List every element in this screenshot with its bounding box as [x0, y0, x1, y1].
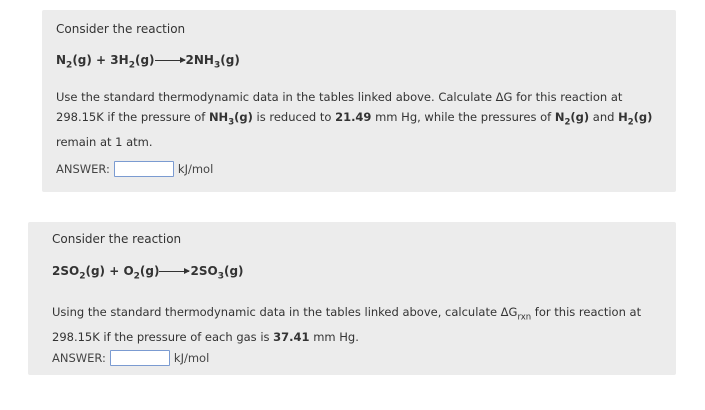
answer-input-2[interactable]	[110, 350, 170, 366]
reaction-arrow-icon	[159, 271, 189, 272]
answer-row-1	[56, 161, 213, 177]
answer-row-2	[52, 350, 209, 366]
question-2-intro: Consider the reaction	[52, 232, 182, 246]
unit-label-2: kJ/mol	[173, 351, 210, 365]
answer-input-1[interactable]	[114, 161, 174, 177]
question-1-intro: Consider the reaction	[56, 22, 186, 36]
reaction-equation-1: $N_2(g) + 3H_2(g)$ $2NH_3(g)$	[56, 53, 240, 71]
pressure-value-1: 21.49	[335, 110, 372, 124]
question-1-text: Use the standard thermodynamic data in the tables linked above. Calculate ΔG for this reaction at 298.15K if the pressure of $NH_3(g)$ is reduced to 21.49 mm Hg, while the pressures of $N_2(g)$ and $H_2(g)$ remain at 1 atm.	[56, 90, 653, 150]
reaction-equation-2: $2SO_2(g) + O_2(g)$ $2SO_3(g)$	[52, 264, 244, 282]
question-2-text: Using the standard thermodynamic data in the tables linked above, calculate $\Delta G_{rxn}$ for this reaction at 298.15K if the pressure of each gas is 37.41 mm Hg.	[52, 305, 642, 345]
answer-label-1: ANSWER:	[56, 162, 110, 176]
answer-label-2: ANSWER:	[52, 351, 106, 365]
question-card-2	[28, 222, 676, 375]
reaction-arrow-icon	[155, 60, 185, 61]
pressure-value-2: 37.41	[273, 330, 310, 345]
question-card-1	[42, 10, 676, 192]
unit-label-1: kJ/mol	[177, 162, 214, 176]
